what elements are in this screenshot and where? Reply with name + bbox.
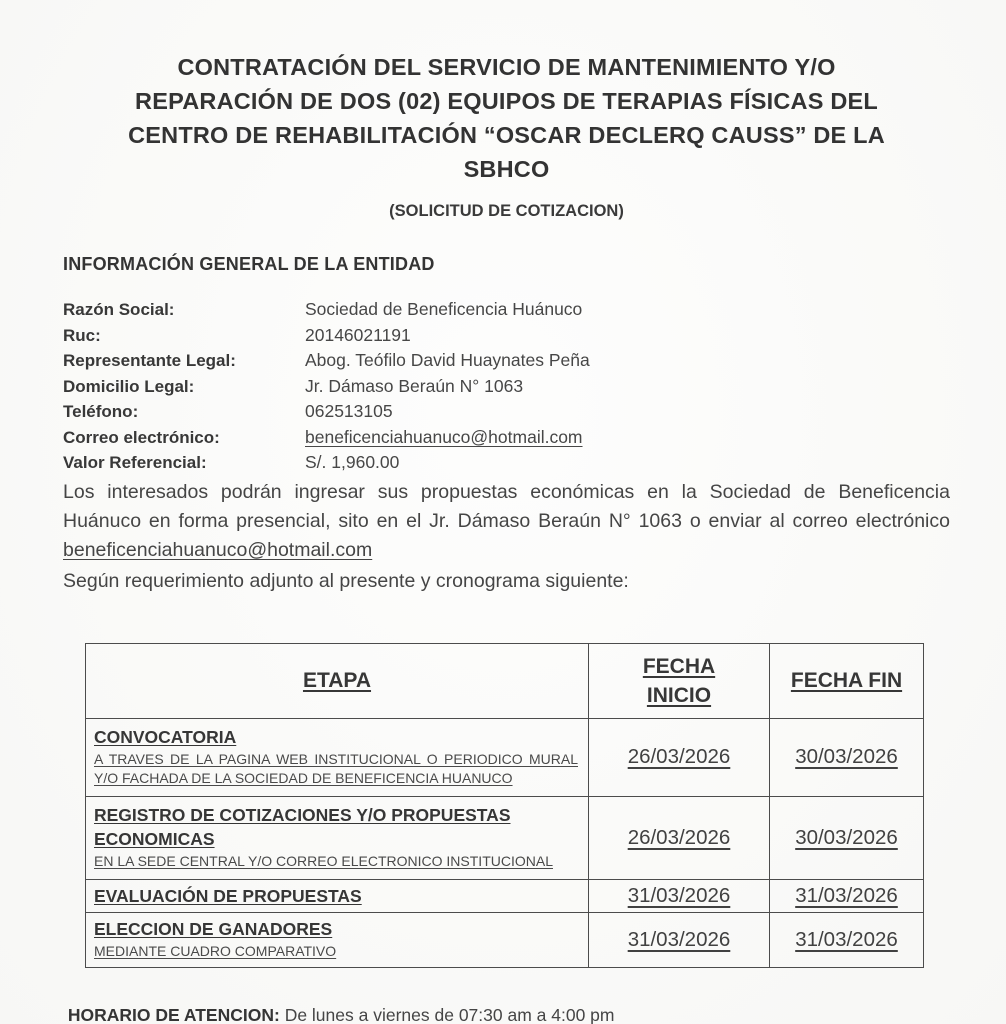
col-header-etapa	[86, 643, 589, 718]
fecha-inicio-cell: 26/03/2026	[589, 796, 770, 879]
info-row-razon-social	[63, 297, 950, 323]
stage-title: ELECCION DE GANADORES	[94, 918, 333, 939]
stage-cell	[86, 796, 589, 879]
info-label: Teléfono:	[63, 402, 139, 421]
schedule-table-wrapper	[85, 643, 950, 968]
fecha-inicio-cell: 31/03/2026	[589, 879, 770, 912]
info-value: S/. 1,960.00	[305, 452, 400, 472]
stage-cell	[86, 879, 589, 912]
info-row-domicilio-legal	[63, 374, 950, 400]
info-value: 062513105	[305, 401, 393, 421]
info-label: Domicilio Legal:	[63, 376, 195, 396]
col-header-label: FECHA FIN	[790, 668, 903, 692]
info-value: Abog. Teófilo David Huaynates Peña	[305, 350, 590, 370]
info-row-valor-referencial	[63, 450, 950, 476]
fecha-fin-cell: 31/03/2026	[770, 912, 924, 967]
info-row-telefono	[63, 399, 950, 425]
document-title: CONTRATACIÓN DEL SERVICIO DE MANTENIMIENTO Y/O REPARACIÓN DE DOS (02) EQUIPOS DE TERAPIAS FÍSICAS DEL CENTRO DE REHABILITACIÓN “OSCAR DECLERQ CAUSS” DE LA SBHCO	[128, 54, 885, 182]
stage-detail: MEDIANTE CUADRO COMPARATIVO	[94, 942, 337, 959]
entity-section-heading: INFORMACIÓN GENERAL DE LA ENTIDAD	[63, 254, 435, 274]
col-header-fecha-inicio	[589, 643, 770, 718]
info-label: Razón Social:	[63, 300, 175, 319]
email-link: beneficenciahuanuco@hotmail.com	[63, 538, 373, 561]
intro-paragraph-text: Los interesados podrán ingresar sus propuestas económicas en la Sociedad de Beneficencia Huánuco en forma presencial, sito en el Jr. Dámaso Beraún N° 1063 o enviar al correo electrónico	[63, 480, 950, 532]
horario-atencion-line	[63, 1005, 950, 1024]
stage-cell	[86, 912, 589, 967]
info-label: Correo electrónico:	[63, 427, 220, 447]
info-row-correo-electronico	[63, 425, 950, 451]
info-label: Ruc:	[63, 325, 101, 345]
closing-paragraph: Según requerimiento adjunto al presente y cronograma siguiente:	[63, 569, 629, 592]
fecha-fin-cell: 30/03/2026	[770, 796, 924, 879]
col-header-fecha-fin	[770, 643, 924, 718]
stage-title: EVALUACIÓN DE PROPUESTAS	[94, 885, 362, 906]
col-header-label: ETAPA	[302, 668, 372, 692]
info-label: Representante Legal:	[63, 351, 236, 370]
table-header-row	[86, 643, 924, 718]
info-value: Sociedad de Beneficencia Huánuco	[305, 299, 583, 319]
horario-text: De lunes a viernes de 07:30 am a 4:00 pm	[279, 1004, 615, 1024]
fecha-fin-cell: 30/03/2026	[770, 718, 924, 796]
info-row-representante-legal	[63, 348, 950, 374]
table-row-registro	[86, 796, 924, 879]
fecha-inicio-cell: 26/03/2026	[589, 718, 770, 796]
table-row-evaluacion	[86, 879, 924, 912]
stage-detail: EN LA SEDE CENTRAL Y/O CORREO ELECTRONICO INSTITUCIONAL	[94, 852, 553, 869]
entity-info-list	[63, 297, 950, 476]
info-row-ruc	[63, 323, 950, 349]
table-row-eleccion	[86, 912, 924, 967]
email-link: beneficenciahuanuco@hotmail.com	[305, 426, 583, 447]
stage-title: CONVOCATORIA	[94, 726, 237, 747]
info-value: 20146021191	[305, 324, 411, 345]
stage-detail: A TRAVES DE LA PAGINA WEB INSTITUCIONAL O PERIODICO MURAL Y/O FACHADA DE LA SOCIEDAD DE BENEFICENCIA HUANUCO	[94, 750, 578, 786]
horario-label: HORARIO DE ATENCION:	[67, 1004, 280, 1024]
stage-cell	[86, 718, 589, 796]
info-value: Jr. Dámaso Beraún N° 1063	[305, 375, 524, 396]
stage-title: REGISTRO DE COTIZACIONES Y/O PROPUESTAS ECONOMICAS	[94, 804, 511, 849]
schedule-table	[85, 643, 924, 968]
intro-paragraph	[63, 478, 950, 565]
fecha-inicio-cell: 31/03/2026	[589, 912, 770, 967]
col-header-label: FECHA INICIO	[642, 654, 716, 707]
info-label: Valor Referencial:	[63, 453, 207, 472]
fecha-fin-cell: 31/03/2026	[770, 879, 924, 912]
table-row-convocatoria	[86, 718, 924, 796]
document-subtitle: (SOLICITUD DE COTIZACION)	[389, 202, 624, 220]
